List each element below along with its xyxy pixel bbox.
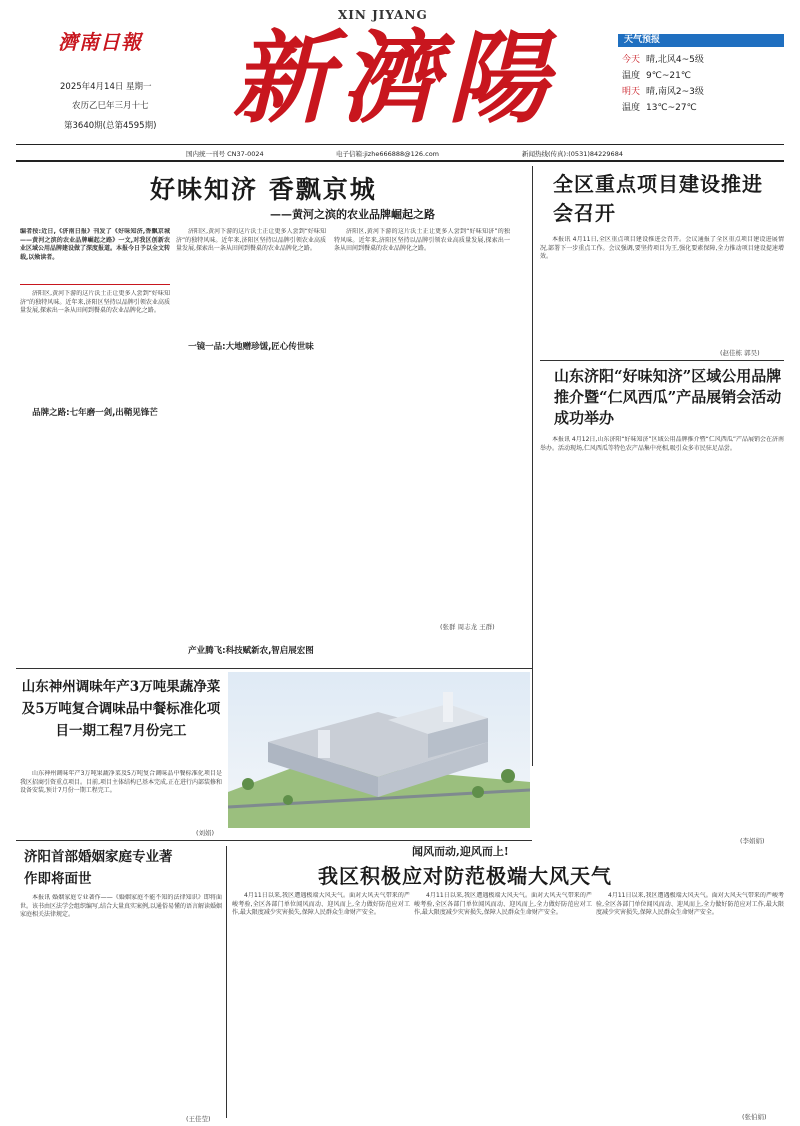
masthead-pinyin: XIN JIYANG bbox=[338, 8, 428, 22]
projects-text: 本报讯 4月11日,全区重点项目建设推进会召开。会议通报了全区重点项目建设进展情况,部署下一步重点工作。会议强调,要坚持项目为王,强化要素保障,全力推动项目建设提速增效。 bbox=[540, 236, 784, 261]
lead-column-2 bbox=[176, 228, 326, 640]
shenzhou-rule bbox=[16, 668, 532, 669]
lead-divider bbox=[532, 166, 533, 766]
lead-column-3 bbox=[334, 228, 510, 618]
lead-body-3: 济阳区,黄河下游的这片沃土正让更多人尝到“好味知济”的独特风味。近年来,济阳区坚持以品牌引领农业高质量发展,探索出一条从田间到餐桌的农业品牌化之路。 bbox=[334, 228, 510, 253]
today-label: 今天 bbox=[622, 55, 641, 65]
paper-name: 濟南日報 bbox=[58, 30, 142, 54]
info-issn: 国内统一刊号 CN37-0024 bbox=[186, 150, 264, 158]
masthead-rule-bottom bbox=[16, 160, 784, 162]
wind-text-1: 4月11日以来,我区遭遇极端大风天气。面对大风天气带来的严峻考验,全区各部门单位闻风而动、迎风而上,全力做好防范应对工作,最大限度减少灾害损失,保障人民群众生命财产安全。 bbox=[232, 892, 410, 917]
lead-byline: (张群 周志龙 王群) bbox=[440, 623, 495, 631]
shenzhou-body bbox=[20, 770, 222, 828]
brand-event-headline: 山东济阳“好味知济”区域公用品牌推介暨“仁风西瓜”产品展销会活动成功举办 bbox=[554, 367, 782, 427]
lead-body-2: 济阳区,黄河下游的这片沃土正让更多人尝到“好味知济”的独特风味。近年来,济阳区坚持以品牌引领农业高质量发展,探索出一条从田间到餐桌的农业品牌化之路。 bbox=[176, 228, 326, 253]
weather-today-temp bbox=[622, 68, 691, 81]
factory-rendering-image bbox=[228, 672, 530, 828]
lead-editor-note bbox=[20, 228, 170, 282]
marriage-text: 本报讯 婚姻家庭专业著作——《婚姻家庭不能不知的法律知识》即将面世。该书由区法学会组织编写,结合大量真实案例,以通俗易懂的语言解读婚姻家庭相关法律规定。 bbox=[20, 894, 222, 919]
factory-rendering bbox=[228, 672, 530, 828]
weather-tomorrow bbox=[622, 84, 704, 97]
weather-header bbox=[618, 34, 784, 47]
shenzhou-text: 山东神州调味年产3万吨果蔬净菜及5万吨复合调味品中餐标准化项目是我区招商引资重点项目。目前,项目主体结构已基本完成,正在进行内部装修和设备安装,预计7月份一期工程完工。 bbox=[20, 770, 222, 795]
wind-col-1 bbox=[232, 892, 410, 1118]
wind-text-3: 4月11日以来,我区遭遇极端大风天气。面对大风天气带来的严峻考验,全区各部门单位闻风而动、迎风而上,全力做好防范应对工作,最大限度减少灾害损失,保障人民群众生命财产安全。 bbox=[596, 892, 784, 917]
wind-col-2 bbox=[414, 892, 592, 1118]
wind-col-3 bbox=[596, 892, 784, 1110]
wind-headline: 我区积极应对防范极端大风天气 bbox=[318, 864, 612, 888]
today-desc: 晴,北风4~5级 bbox=[646, 55, 704, 65]
editor-note-rule bbox=[20, 284, 170, 285]
marriage-divider bbox=[226, 846, 227, 1118]
today-temp: 9℃~21℃ bbox=[646, 71, 691, 81]
lead-headline: 好味知济 香飘京城 bbox=[150, 175, 377, 204]
wind-text-2: 4月11日以来,我区遭遇极端大风天气。面对大风天气带来的严峻考验,全区各部门单位闻风而动、迎风而上,全力做好防范应对工作,最大限度减少灾害损失,保障人民群众生命财产安全。 bbox=[414, 892, 592, 917]
projects-rule bbox=[540, 360, 784, 361]
marriage-byline: (王佳莹) bbox=[186, 1115, 211, 1123]
masthead-rule-top bbox=[16, 144, 784, 145]
lead-section-1: 品牌之路:七年磨一剑,出鞘见锋芒 bbox=[20, 406, 170, 418]
brand-event-body bbox=[540, 436, 784, 834]
shenzhou-headline: 山东神州调味年产3万吨果蔬净菜及5万吨复合调味品中餐标准化项目一期工程7月份完工 bbox=[21, 679, 221, 739]
lead-section-2: 一镜一品:大地赠珍馐,匠心传世味 bbox=[176, 340, 326, 352]
marriage-headline: 济阳首部婚姻家庭专业著作即将面世 bbox=[24, 849, 173, 887]
wind-banner: 闻风而动,迎风而上! bbox=[412, 845, 509, 858]
tomorrow-temp: 13℃~27℃ bbox=[646, 103, 697, 113]
lead-body-1: 济阳区,黄河下游的这片沃土正让更多人尝到“好味知济”的独特风味。近年来,济阳区坚持以品牌引领农业高质量发展,探索出一条从田间到餐桌的农业品牌化之路。 bbox=[20, 290, 170, 315]
today-temp-label: 温度 bbox=[622, 71, 641, 81]
weather-tomorrow-temp bbox=[622, 100, 697, 113]
tomorrow-label: 明天 bbox=[622, 87, 641, 97]
shenzhou-byline: (刘娟) bbox=[196, 829, 215, 837]
projects-body bbox=[540, 236, 784, 336]
projects-headline: 全区重点项目建设推进会召开 bbox=[553, 172, 763, 225]
tomorrow-desc: 晴,南风2~3级 bbox=[646, 87, 704, 97]
projects-byline: (赵佳栋 郭昊) bbox=[720, 349, 760, 357]
lead-subheadline: ——黄河之滨的农业品牌崛起之路 bbox=[270, 208, 435, 221]
lead-column-1 bbox=[20, 290, 170, 660]
lead-section-3: 产业腾飞:科技赋新农,智启展宏图 bbox=[188, 646, 314, 656]
issue-number: 第3640期(总第4595期) bbox=[64, 121, 157, 131]
brand-event-text: 本报讯 4月12日,山东济阳“好味知济”区域公用品牌推介暨“仁风西瓜”产品展销会在济南举办。活动现场,仁风西瓜等特色农产品集中亮相,吸引众多市民驻足品尝。 bbox=[540, 436, 784, 452]
info-hotline: 新闻热线(传真):(0531)84229684 bbox=[522, 150, 623, 158]
lunar-date: 农历乙巳年三月十七 bbox=[72, 101, 149, 111]
masthead-title: 新濟陽 bbox=[232, 19, 556, 137]
weather-header-label: 天气预报 bbox=[624, 35, 661, 45]
editor-note-text: 编者按:近日,《济南日报》刊发了《好味知济,香飘京城——黄河之滨的农业品牌崛起之路》一文,对我区创新农业区域公用品牌建设做了深度报道。本报今日予以全文转载,以飨读者。 bbox=[20, 228, 170, 261]
marriage-body bbox=[20, 894, 222, 1114]
issue-date: 2025年4月14日 星期一 bbox=[60, 82, 152, 92]
wind-byline: (张伯娟) bbox=[742, 1113, 767, 1121]
marriage-rule bbox=[16, 840, 532, 841]
info-email: 电子信箱:jizhe666888@126.com bbox=[336, 150, 440, 158]
brand-event-byline: (李娟娟) bbox=[740, 837, 765, 845]
tomorrow-temp-label: 温度 bbox=[622, 103, 641, 113]
weather-today bbox=[622, 52, 704, 65]
